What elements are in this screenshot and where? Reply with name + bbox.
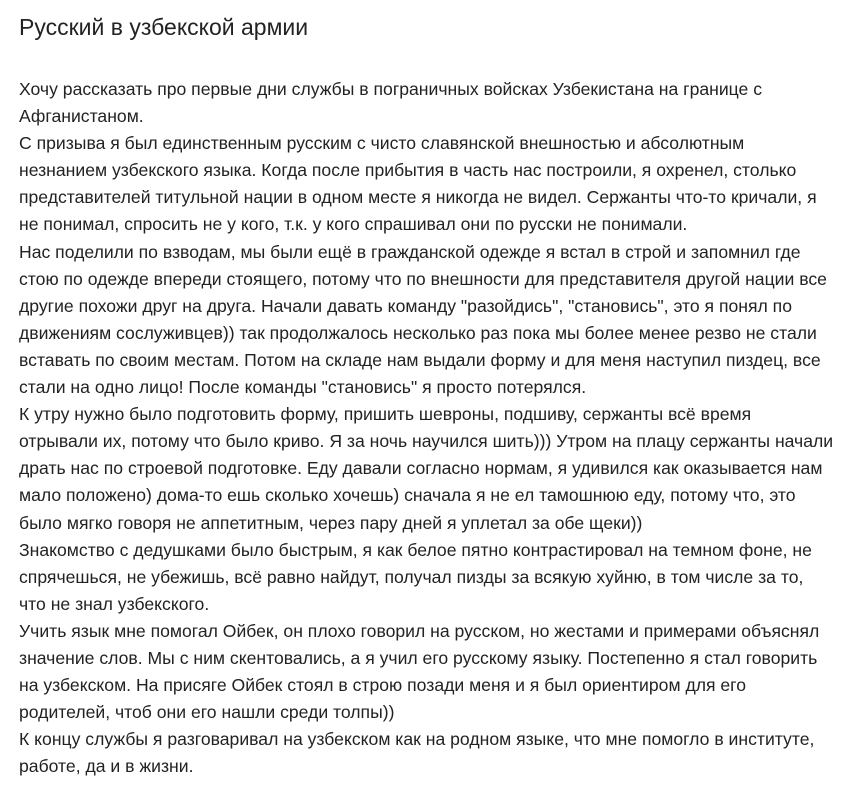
paragraph: Нас поделили по взводам, мы были ещё в гражданской одежде я встал в строй и запомнил где стою по одежде впереди стоящего, потому что по внешности для представителя другой нации все другие похожи друг на друга. Начали давать команду "разойдись", "становись", это я понял по движениям сослуживцев)) так продолжалось несколько раз пока мы более менее резво не стали вставать по своим местам. Потом на складе нам выдали форму и для меня наступил пиздец, все стали на одно лицо! После команды "становись" я просто потерялся. bbox=[19, 241, 827, 398]
paragraph: Учить язык мне помогал Ойбек, он плохо говорил на русском, но жестами и примерами объяснял значение слов. Мы с ним скентовались, а я учил его русскому языку. Постепенно я стал говорить на узбекском. На присяге Ойбек стоял в строю позади меня и я был ориентиром для его родителей, чтоб они его нашли среди толпы)) bbox=[19, 620, 820, 723]
paragraph: Хочу рассказать про первые дни службы в пограничных войсках Узбекистана на границе с Афганистаном. bbox=[19, 79, 763, 127]
paragraph: С призыва я был единственным русским с чисто славянской внешностью и абсолютным незнанием узбекского языка. Когда после прибытия в часть нас построили, я охренел, столько представителей титульной нации в одном месте я никогда не видел. Сержанты что-то кричали, я не понимал, спросить не у кого, т.к. у кого спрашивал они по русски не понимали. bbox=[19, 133, 817, 235]
paragraph: К утру нужно было подготовить форму, пришить шевроны, подшиву, сержанты всё время отрывали их, потому что было криво. Я за ночь научился шить))) Утром на плацу сержанты начали драть нас по строевой подготовке. Еду давали согласно нормам, я удивился как оказывается нам мало положено) дома-то ешь сколько хочешь) сначала я не ел тамошнюю еду, потому что, это было мягко говоря не аппетитным, через пару дней я уплетал за обе щеки)) bbox=[19, 404, 834, 533]
post-body bbox=[19, 76, 834, 780]
post-title: Русский в узбекской армии bbox=[19, 14, 309, 40]
paragraph: Знакомство с дедушками было быстрым, я как белое пятно контрастировал на темном фоне, не спрячешься, не убежишь, всё равно найдут, получал пизды за всякую хуйню, в том числе за то, что не знал узбекского. bbox=[19, 539, 812, 614]
paragraph: К концу службы я разговаривал на узбекском как на родном языке, что мне помогло в институте, работе, да и в жизни. bbox=[19, 729, 815, 777]
